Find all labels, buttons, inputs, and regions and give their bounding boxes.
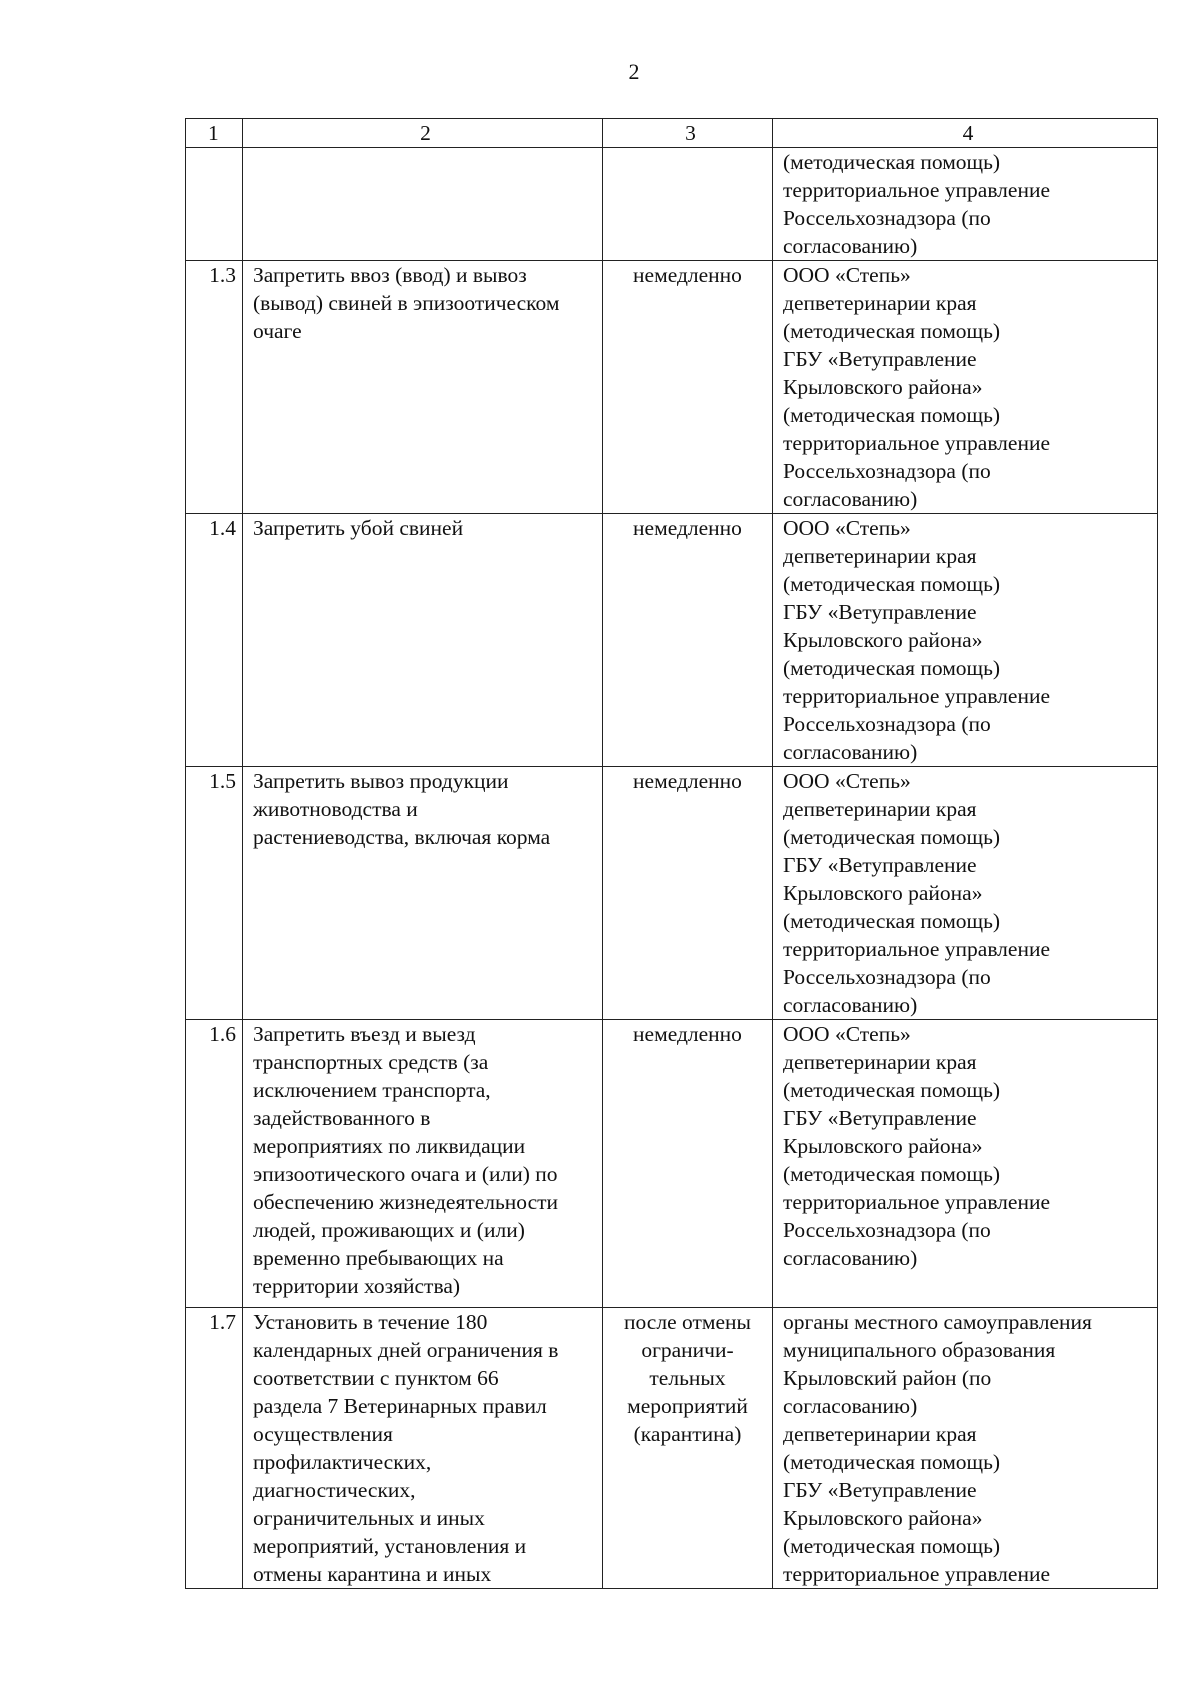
row-number: 1.6 xyxy=(186,1020,243,1308)
responsible-cell: (методическая помощь) территориальное управление Россельхознадзора (по согласованию) xyxy=(773,148,1158,261)
term-cell: после отмены ограничи- тельных мероприятий (карантина) xyxy=(603,1308,773,1589)
table-row xyxy=(186,767,1158,1020)
measure-cell: Запретить въезд и выезд транспортных средств (за исключением транспорта, задействованного в мероприятиях по ликвидации эпизоотического очага и (или) по обеспечению жизнедеятельности людей, проживающих и (или) временно пребывающих на территории хозяйства) xyxy=(243,1020,603,1308)
responsible-cell: ООО «Степь» депветеринарии края (методическая помощь) ГБУ «Ветуправление Крыловского района» (методическая помощь) территориальное управление Россельхознадзора (по согласованию) xyxy=(773,1020,1158,1308)
page-number: 2 xyxy=(628,59,640,84)
term-cell: немедленно xyxy=(603,767,773,1020)
table-row xyxy=(186,261,1158,514)
row-number: 1.7 xyxy=(186,1308,243,1589)
table-row xyxy=(186,1308,1158,1589)
term-cell: немедленно xyxy=(603,514,773,767)
table-row xyxy=(186,148,1158,261)
responsible-cell: ООО «Степь» депветеринарии края (методическая помощь) ГБУ «Ветуправление Крыловского района» (методическая помощь) территориальное управление Россельхознадзора (по согласованию) xyxy=(773,514,1158,767)
row-number: 1.5 xyxy=(186,767,243,1020)
header-cell-1: 1 xyxy=(186,119,243,148)
term-cell: немедленно xyxy=(603,261,773,514)
measure-cell: Установить в течение 180 календарных дней ограничения в соответствии с пунктом 66 раздела 7 Ветеринарных правил осуществления профилактических, диагностических, ограничительных и иных мероприятий, установления и отмены карантина и иных xyxy=(243,1308,603,1589)
header-cell-4: 4 xyxy=(773,119,1158,148)
row-number: 1.4 xyxy=(186,514,243,767)
measure-cell: Запретить вывоз продукции животноводства и растениеводства, включая корма xyxy=(243,767,603,1020)
table-row xyxy=(186,1020,1158,1308)
table-header-row xyxy=(186,119,1158,148)
header-cell-2: 2 xyxy=(243,119,603,148)
term-cell: немедленно xyxy=(603,1020,773,1308)
responsible-cell: ООО «Степь» депветеринарии края (методическая помощь) ГБУ «Ветуправление Крыловского района» (методическая помощь) территориальное управление Россельхознадзора (по согласованию) xyxy=(773,261,1158,514)
measure-cell: Запретить ввоз (ввод) и вывоз (вывод) свиней в эпизоотическом очаге xyxy=(243,261,603,514)
table-row xyxy=(186,514,1158,767)
responsible-cell: ООО «Степь» депветеринарии края (методическая помощь) ГБУ «Ветуправление Крыловского района» (методическая помощь) территориальное управление Россельхознадзора (по согласованию) xyxy=(773,767,1158,1020)
row-number xyxy=(186,148,243,261)
row-number: 1.3 xyxy=(186,261,243,514)
header-cell-3: 3 xyxy=(603,119,773,148)
term-cell xyxy=(603,148,773,261)
measures-table xyxy=(185,118,1158,1589)
responsible-cell: органы местного самоуправления муниципального образования Крыловский район (по согласованию) депветеринарии края (методическая помощь) ГБУ «Ветуправление Крыловского района» (методическая помощь) территориальное управление xyxy=(773,1308,1158,1589)
measure-cell xyxy=(243,148,603,261)
measure-cell: Запретить убой свиней xyxy=(243,514,603,767)
